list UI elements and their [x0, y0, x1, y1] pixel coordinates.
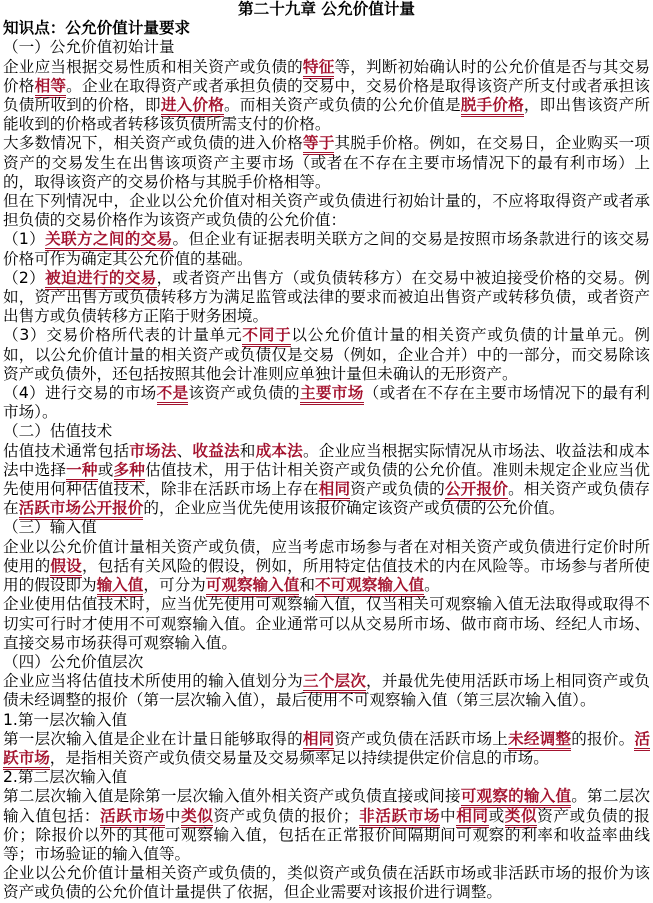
- section-heading: [3, 518, 650, 537]
- text-segment: （四）公允价值层次: [3, 652, 144, 671]
- text-segment: 中: [164, 806, 182, 825]
- section-heading: [3, 653, 650, 672]
- paragraph: [3, 384, 650, 422]
- text-segment: 等，判断初始确认时的公允价值是否与其交易价格: [3, 57, 650, 95]
- paragraph: [3, 864, 650, 902]
- key-term-underlined: 假设: [50, 557, 82, 578]
- text-segment: ，是指相关资产或负债交易量及交易频率足以持续提供定价信息的市场。: [49, 748, 549, 767]
- key-term-underlined: 类似: [181, 807, 213, 828]
- text-segment: 企业应当将估值技术所使用的输入值划分为: [3, 672, 303, 691]
- text-segment: ，可分为: [143, 576, 206, 595]
- key-term-underlined: 脱手价格: [461, 96, 524, 117]
- text-segment: 估值技术通常包括: [3, 441, 130, 460]
- text-segment: 的，企业应当优先使用该报价确定该资产或负债的公允价值。: [143, 499, 565, 518]
- key-term: 收益法: [192, 441, 240, 460]
- text-segment: 中: [440, 806, 457, 825]
- document-body: [3, 19, 650, 902]
- section-heading: [3, 422, 650, 441]
- text-segment: （2）: [3, 268, 46, 287]
- key-term-underlined: 可观察的输入值: [461, 787, 572, 808]
- text-segment: 。企业在取得资产或者承担负债的交易中，交易价格是取得该资产所支付或者承担该负债所收到的价格，即: [3, 76, 650, 115]
- key-term-underlined: 三个层次: [303, 672, 366, 693]
- text-segment: 和: [299, 576, 315, 595]
- key-term-underlined: 相同: [319, 480, 351, 501]
- paragraph: [3, 134, 650, 192]
- key-term-underlined: 不可观察输入值: [315, 576, 424, 597]
- text-segment: 。相关资产或负债存在: [3, 480, 650, 518]
- text-segment: （一）公允价值初始计量: [3, 38, 175, 57]
- text-segment: （3）交易价格所代表的计量单元: [3, 326, 243, 345]
- text-segment: 。: [424, 576, 440, 595]
- text-segment: 估值技术，用于估计相关资产或负债的公允价值。准则未规定企业应当优先使用何种估值技术，除非在活跃市场上存在: [3, 460, 650, 499]
- key-term: 市场法: [129, 441, 177, 460]
- text-segment: （1）: [3, 230, 46, 249]
- text-segment: 。而相关资产或负债的公允价值是: [223, 96, 461, 115]
- key-term: 成本法: [255, 441, 303, 460]
- key-term-underlined: 公开报价: [445, 480, 508, 501]
- text-segment: ，或者资产出售方（或负债转移方）在交易中被迫接受价格的交易。例如，资产出售方或负债转移方为满足监管或法律的要求而被迫出售资产或转移负债，或者资产出售方或负债转移方正陷于财务困境。: [3, 268, 650, 326]
- paragraph: [3, 787, 650, 864]
- text-segment: 、: [176, 441, 193, 460]
- paragraph: [3, 326, 650, 384]
- text-segment: 或: [488, 806, 505, 825]
- text-segment: 资产或负债的报价；: [213, 806, 359, 825]
- key-term-underlined: 相同: [303, 730, 335, 751]
- key-term-underlined: 被迫进行的交易: [45, 269, 156, 290]
- paragraph: [3, 538, 650, 596]
- key-term-underlined: 活跃市场公开报价: [19, 499, 144, 520]
- key-term-underlined: 类似: [505, 807, 537, 828]
- text-segment: 2.第二层次输入值: [3, 768, 128, 787]
- paragraph: [3, 58, 650, 135]
- text-segment: 知识点：公允价值计量要求: [3, 19, 191, 38]
- chapter-title: 第二十九章 公允价值计量: [238, 0, 415, 18]
- key-term-underlined: 等于: [303, 134, 335, 155]
- text-segment: 资产或负债的: [350, 480, 445, 499]
- section-heading: [3, 38, 650, 57]
- text-segment: 企业以公允价值计量相关资产或负债，应当考虑市场参与者在对相关资产或负债进行定价时所使用的: [3, 537, 650, 575]
- key-term-underlined: 相等: [35, 77, 67, 98]
- paragraph: [3, 269, 650, 327]
- section-heading: [3, 711, 650, 730]
- text-segment: ，即出售该资产所能收到的价格或者转移该负债所需支付的价格。: [3, 96, 650, 134]
- text-segment: （三）输入值: [3, 518, 97, 537]
- text-segment: （4）进行交易的市场: [3, 384, 157, 403]
- text-segment: 大多数情况下，相关资产或负债的进入价格: [3, 134, 303, 153]
- key-term-underlined: 一种: [66, 461, 98, 482]
- section-heading: [3, 768, 650, 787]
- text-segment: （二）估值技术: [3, 422, 113, 441]
- knowledge-point-heading: [3, 19, 650, 38]
- text-segment: 但在下列情况中，企业以公允价值对相关资产或负债进行初始计量的，不应将取得资产或者承担负债的交易价格作为该资产或负债的公允价值：: [3, 192, 650, 230]
- text-segment: 和: [239, 441, 256, 460]
- key-term-underlined: 非活跃市场: [359, 807, 441, 828]
- key-term-underlined: 不是: [157, 384, 189, 405]
- text-segment: ，并最优先使用活跃市场上相同资产或负债未经调整的报价（第一层次输入值），最后使用不可观察输入值（第三层次输入值）。: [3, 672, 650, 710]
- key-term-underlined: 主要市场: [300, 384, 364, 405]
- paragraph: [3, 230, 650, 268]
- paragraph: [3, 192, 650, 230]
- paragraph: [3, 595, 650, 653]
- key-term-underlined: 不同于: [242, 326, 291, 347]
- text-segment: 的报价。: [571, 729, 635, 748]
- paragraph: [3, 730, 650, 768]
- key-term-underlined: 多种: [114, 461, 146, 482]
- text-segment: 。但企业有证据表明关联方之间的交易是按照市场条款进行的该交易价格可作为确定其公允价值的基础。: [3, 230, 650, 268]
- text-segment: 1.第一层次输入值: [3, 710, 128, 729]
- text-segment: 企业以公允价值计量相关资产或负债的，类似资产或负债在活跃市场或非活跃市场的报价为该资产或负债的公允价值计量提供了依据，但企业需要对该报价进行调整。: [3, 864, 650, 902]
- key-term-underlined: 输入值: [97, 576, 144, 597]
- text-segment: 以公允价值计量的相关资产或负债的计量单元。例如，以公允价值计量的相关资产或负债仅是交易（例如，企业合并）中的一部分，而交易除该资产或负债外，还包括按照其他会计准则应单独计量但未确认的无形资产。: [3, 326, 650, 383]
- key-term-underlined: 未经调整: [508, 730, 571, 751]
- text-segment: 第一层次输入值是企业在计量日能够取得的: [3, 729, 303, 748]
- paragraph: [3, 672, 650, 710]
- text-segment: 资产或负债在活跃市场上: [334, 729, 509, 748]
- key-term-underlined: 活跃市场: [3, 730, 650, 770]
- key-term-underlined: 特征: [303, 58, 335, 79]
- text-segment: 企业使用估值技术时，应当优先使用可观察输入值，仅当相关可观察输入值无法取得或取得不切实可行时才使用不可观察输入值。企业通常可以从交易所市场、做市商市场、经纪人市场、直接交易市场获得可观察输入值。: [3, 595, 650, 652]
- text-segment: 。企业应当根据实际情况从市场法、收益法和成本法中选择: [3, 441, 650, 479]
- text-segment: 。第二层次输入值包括：: [3, 787, 650, 825]
- text-segment: 该资产或负债的: [188, 384, 300, 403]
- text-segment: 或: [97, 460, 114, 479]
- text-segment: 企业应当根据交易性质和相关资产或负债的: [3, 57, 303, 76]
- text-segment: 资产或负债的报价；除报价以外的其他可观察输入值，包括在正常报价间隔期间可观察的利率和收益率曲线等；市场验证的输入值等。: [3, 806, 650, 863]
- key-term-underlined: 进入价格: [161, 96, 224, 117]
- key-term-underlined: 相同: [456, 807, 488, 828]
- key-term-underlined: 可观察输入值: [206, 576, 300, 597]
- key-term-underlined: 关联方之间的交易: [45, 230, 172, 251]
- text-segment: 第二层次输入值是除第一层次输入值外相关资产或负债直接或间接: [3, 787, 461, 806]
- text-segment: （或者在不存在主要市场情况下的最有利市场）。: [3, 384, 650, 422]
- paragraph: [3, 442, 650, 519]
- text-segment: ，包括有关风险的假设，例如，所用特定估值技术的内在风险等。市场参与者所使用的假设即为: [3, 556, 650, 595]
- key-term-underlined: 活跃市场: [100, 807, 165, 828]
- text-segment: 其脱手价格。例如，在交易日，企业购买一项资产的交易发生在出售该项资产主要市场（或者在不存在主要市场情况下的最有利市场）上的，取得该资产的交易价格与其脱手价格相等。: [3, 134, 650, 191]
